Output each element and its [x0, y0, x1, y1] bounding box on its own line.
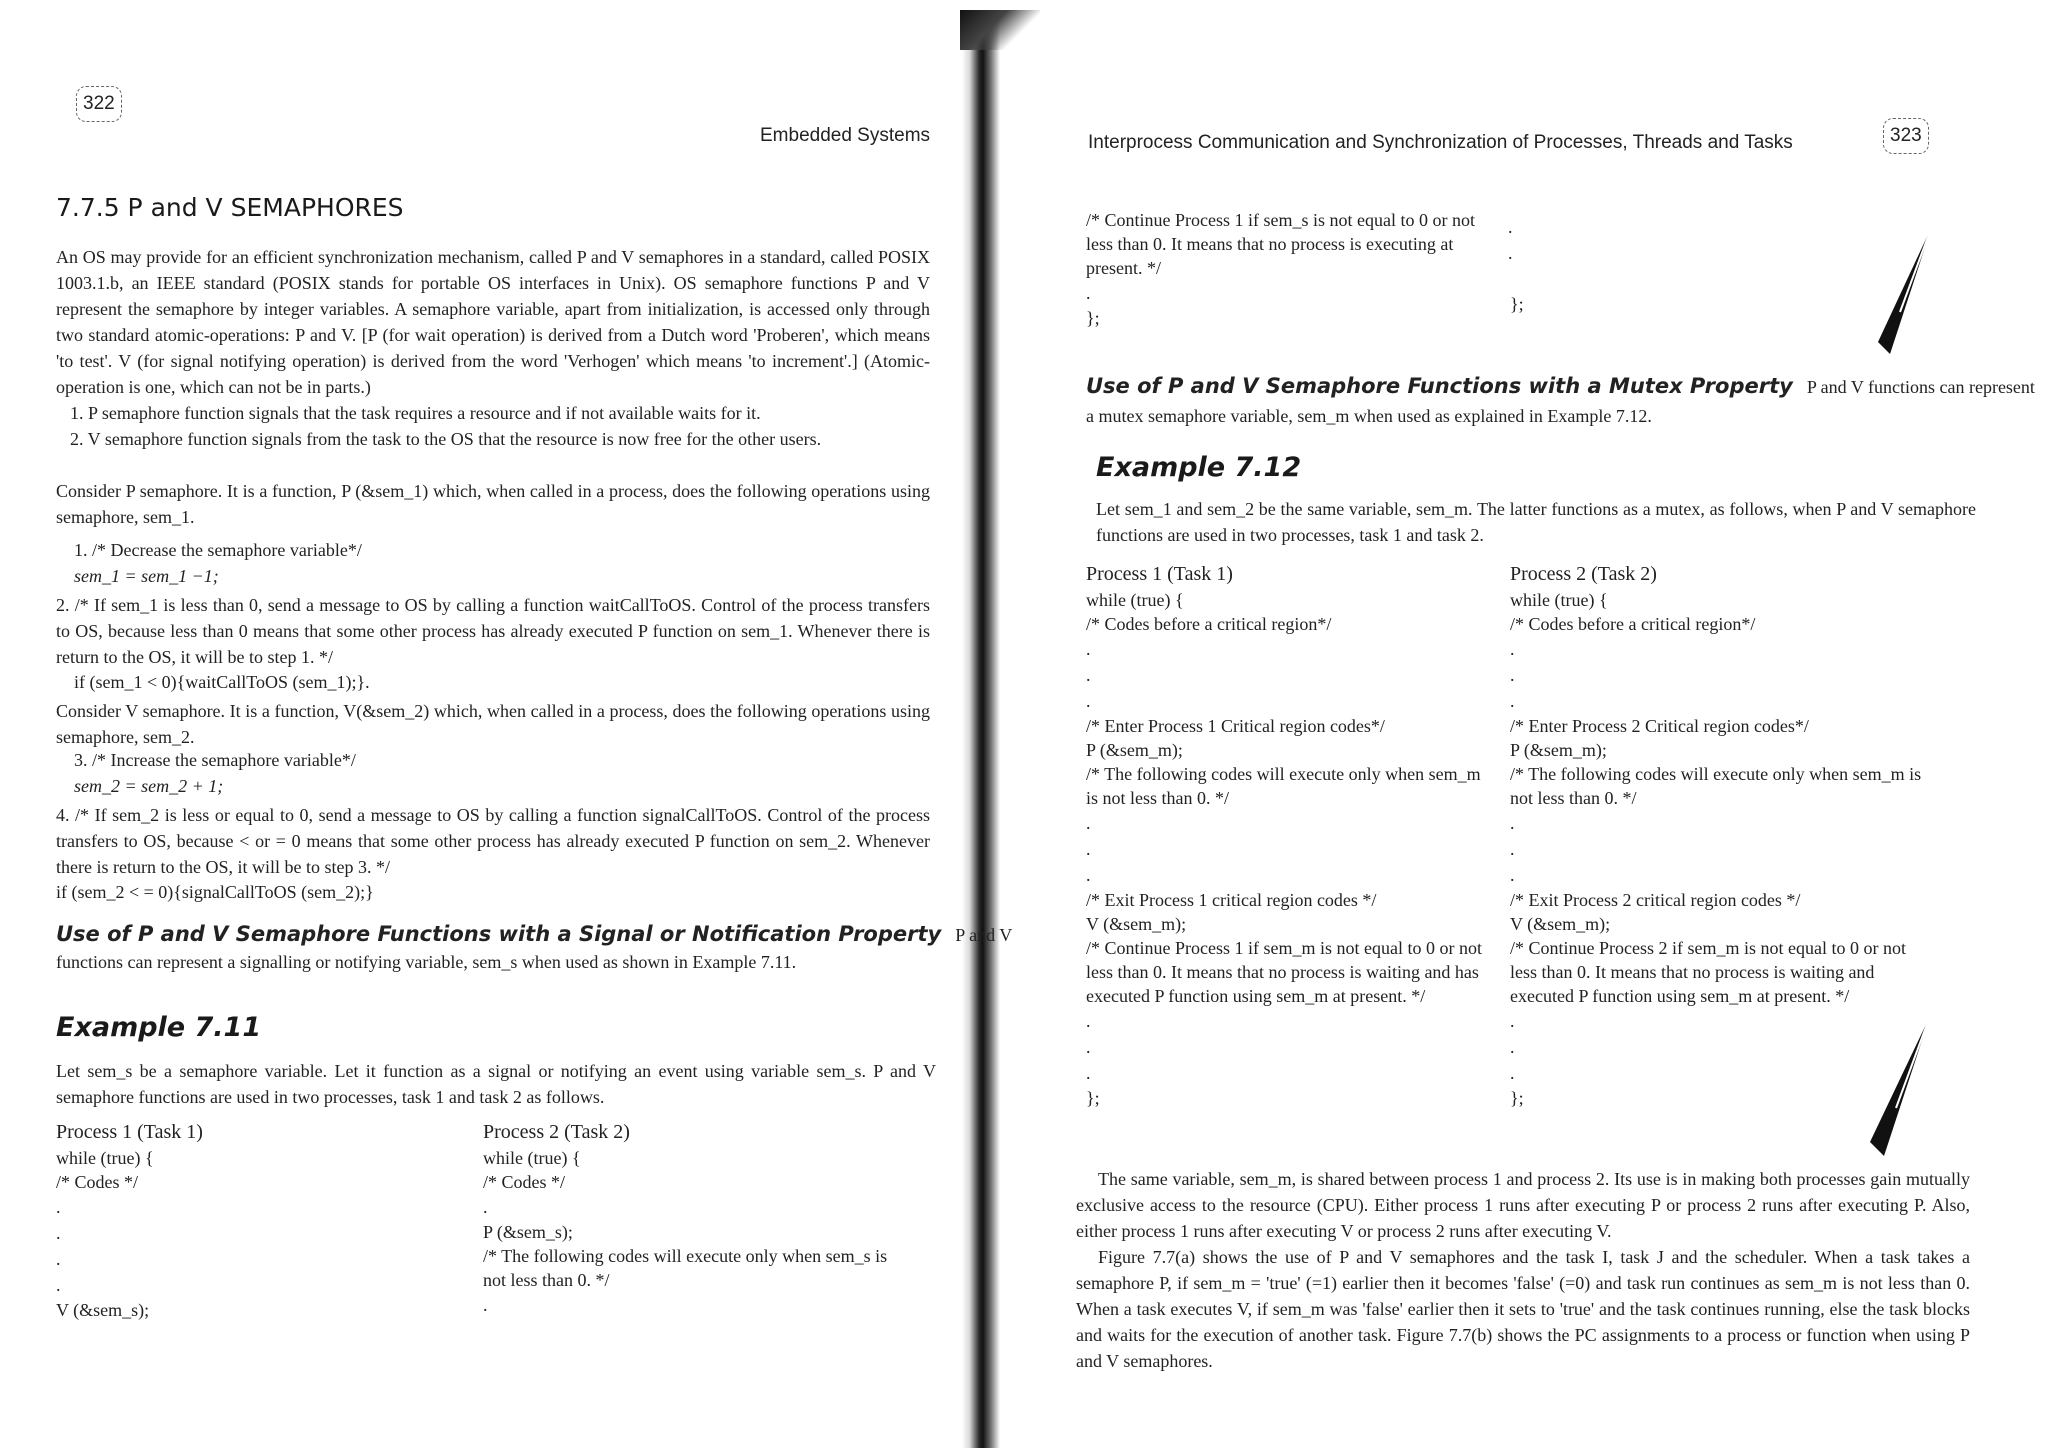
process1-column	[56, 1118, 436, 1322]
mutex-heading-text: Use of P and V Semaphore Functions with a Mutex Property	[1086, 374, 1793, 398]
continuation-block	[1086, 208, 1496, 330]
pen-stroke-mark	[1860, 222, 1940, 362]
ellipsis-dot: .	[1086, 639, 1091, 659]
pen-stroke-mark	[1850, 1012, 1940, 1162]
code-comment: /* Continue Process 1 if sem_s is not equal to 0 or not less than 0. It means that no process is executing at present. */	[1086, 210, 1475, 278]
ellipsis-dot: .	[1508, 217, 1513, 237]
ellipsis-dot: .	[1086, 813, 1091, 833]
consider-v-paragraph: Consider V semaphore. It is a function, V(&sem_2) which, when called in a process, does the following operations using semaphore, sem_2.	[56, 701, 930, 747]
ellipsis-dot: .	[483, 1295, 488, 1315]
mutex-paragraph: a mutex semaphore variable, sem_m when used as explained in Example 7.12.	[1086, 406, 1652, 426]
step1-code: sem_1 = sem_1 −1;	[74, 566, 219, 586]
ellipsis-dot: .	[1510, 639, 1515, 659]
code-comment: /* Continue Process 2 if sem_m is not equal to 0 or not less than 0. It means that no process is waiting and executed P function using sem_m at present. */	[1510, 938, 1906, 1006]
step4-paragraph: 4. /* If sem_2 is less or equal to 0, send a message to OS by calling a function signalCallToOS. Control of the process transfers to OS, because < or = 0 means that some other process has already executed P function on sem_2. Whenever there is return to the OS, it will be to step 3. */	[56, 805, 930, 877]
step4-code: if (sem_2 < = 0){signalCallToOS (sem_2);}	[56, 882, 374, 902]
signal-heading	[56, 922, 1013, 946]
p-call: P (&sem_m);	[1086, 740, 1183, 760]
left-page	[0, 0, 1013, 1448]
ellipsis-dot: .	[1510, 1011, 1515, 1031]
process2-column	[483, 1118, 903, 1318]
code-comment: /* Codes before a critical region*/	[1510, 614, 1756, 634]
example-title: Example 7.12	[1096, 452, 1302, 483]
ellipsis-dot: .	[1510, 813, 1515, 833]
ellipsis-dot: .	[1510, 865, 1515, 885]
mutex-heading	[1086, 374, 2036, 398]
ellipsis-dot: .	[1086, 665, 1091, 685]
v-call: V (&sem_m);	[1086, 914, 1187, 934]
ellipsis-dot: .	[1086, 283, 1091, 303]
page-number: 323	[1883, 118, 1929, 154]
section-title: 7.7.5 P and V SEMAPHORES	[56, 193, 404, 222]
step3-code: sem_2 = sem_2 + 1;	[74, 776, 224, 796]
signal-heading-tail: P and V	[955, 925, 1013, 945]
closing-brace: };	[1086, 308, 1100, 328]
p-call: P (&sem_s);	[483, 1222, 573, 1242]
list-item: 1. P semaphore function signals that the task requires a resource and if not available waits for it.	[70, 403, 761, 423]
code-comment: /* Continue Process 1 if sem_m is not equal to 0 or not less than 0. It means that no process is waiting and has executed P function using sem_m at present. */	[1086, 938, 1482, 1006]
ellipsis-dot: .	[56, 1197, 61, 1217]
ellipsis-dot: .	[1510, 665, 1515, 685]
step2-paragraph: 2. /* If sem_1 is less than 0, send a message to OS by calling a function waitCallToOS. Control of the process transfers to OS, because less than 0 means that some other process has already executed P function on sem_1. Whenever there is return to the OS, it will be to step 1. */	[56, 595, 930, 667]
code-comment: /* The following codes will execute only when sem_m is not less than 0. */	[1510, 764, 1922, 808]
ellipsis-dot: .	[56, 1249, 61, 1269]
ellipsis-dot: .	[1086, 839, 1091, 859]
code-comment: /* Enter Process 2 Critical region codes*/	[1510, 716, 1809, 736]
closing-brace: };	[1510, 294, 1524, 314]
example-paragraph: Let sem_s be a semaphore variable. Let it function as a signal or notifying an event using variable sem_s. P and V semaphore functions are used in two processes, task 1 and task 2 as follows.	[56, 1061, 936, 1107]
closing-paragraph: Figure 7.7(a) shows the use of P and V semaphores and the task I, task J and the scheduler. When a task takes a semaphore P, if sem_m = 'true' (=1) earlier then it becomes 'false' (=0) and task run continues as sem_m is not less than 0. When a task executes V, if sem_m was 'false' earlier then it sets to 'true' and the task continues running, else the task blocks and waits for the execution of another task. Figure 7.7(b) shows the PC assignments to a process or function when using P and V semaphores.	[1076, 1247, 1970, 1371]
book-gutter	[962, 10, 1000, 1448]
ellipsis-dot: .	[1510, 691, 1515, 711]
ellipsis-dot: .	[1086, 865, 1091, 885]
code-comment: /* Codes */	[483, 1172, 566, 1192]
v-call: V (&sem_m);	[1510, 914, 1611, 934]
step3-comment: 3. /* Increase the semaphore variable*/	[74, 750, 356, 770]
v-call: V (&sem_s);	[56, 1300, 150, 1320]
ellipsis-dot: .	[1086, 691, 1091, 711]
code-comment: /* Codes before a critical region*/	[1086, 614, 1332, 634]
ellipsis-dot: .	[1510, 839, 1515, 859]
example-paragraph: Let sem_1 and sem_2 be the same variable, sem_m. The latter functions as a mutex, as follows, when P and V semaphore functions are used in two processes, task 1 and task 2.	[1096, 499, 1976, 545]
closing-brace: };	[1086, 1088, 1100, 1108]
process-title: Process 2 (Task 2)	[1510, 563, 1657, 585]
step2-code: if (sem_1 < 0){waitCallToOS (sem_1);}.	[74, 672, 370, 692]
process1-column	[1086, 560, 1486, 1110]
mutex-heading-tail: P and V functions can represent	[1806, 377, 2035, 397]
signal-paragraph: functions can represent a signalling or notifying variable, sem_s when used as shown in Example 7.11.	[56, 952, 797, 972]
code-line: while (true) {	[56, 1148, 154, 1168]
code-comment: /* Codes */	[56, 1172, 139, 1192]
signal-heading-text: Use of P and V Semaphore Functions with a Signal or Notification Property	[56, 922, 942, 946]
ellipsis-dot: .	[1510, 1063, 1515, 1083]
ellipsis-dot: .	[483, 1197, 488, 1217]
ellipsis-dot: .	[1508, 243, 1513, 263]
process-title: Process 2 (Task 2)	[483, 1121, 630, 1143]
running-head: Embedded Systems	[760, 125, 931, 146]
ellipsis-dot: .	[1510, 1037, 1515, 1057]
step1-comment: 1. /* Decrease the semaphore variable*/	[74, 540, 362, 560]
ellipsis-dot: .	[1086, 1037, 1091, 1057]
process-title: Process 1 (Task 1)	[56, 1121, 203, 1143]
code-comment: /* The following codes will execute only when sem_m is not less than 0. */	[1086, 764, 1481, 808]
code-line: while (true) {	[483, 1148, 581, 1168]
process-title: Process 1 (Task 1)	[1086, 563, 1233, 585]
code-line: while (true) {	[1510, 590, 1608, 610]
list-item: 2. V semaphore function signals from the task to the OS that the resource is now free for the other users.	[70, 429, 822, 449]
ellipsis-dot: .	[56, 1275, 61, 1295]
continuation-dots	[1508, 214, 1548, 266]
page-number: 322	[76, 86, 122, 122]
code-comment: /* The following codes will execute only when sem_s is not less than 0. */	[483, 1246, 888, 1290]
intro-paragraph: An OS may provide for an efficient synchronization mechanism, called P and V semaphores in a standard, called POSIX 1003.1.b, an IEEE standard (POSIX stands for portable OS interfaces in Unix). OS semaphore functions P and V represent the semaphore by integer variables. A semaphore variable, apart from initialization, is accessed only through two standard atomic-operations: P and V. [P (for wait operation) is derived from a Dutch word 'Proberen', which means 'to test'. V (for signal notifying operation) is derived from the word 'Verhogen' which means 'to increment'.] (Atomic-operation is one, which can not be in parts.)	[56, 247, 930, 397]
code-comment: /* Enter Process 1 Critical region codes*/	[1086, 716, 1385, 736]
code-comment: /* Exit Process 1 critical region codes */	[1086, 890, 1377, 910]
consider-p-paragraph: Consider P semaphore. It is a function, P (&sem_1) which, when called in a process, does the following operations using semaphore, sem_1.	[56, 481, 930, 527]
closing-paragraph: The same variable, sem_m, is shared between process 1 and process 2. Its use is in making both processes gain mutually exclusive access to the resource (CPU). Either process 1 runs after executing P or process 2 runs after executing P. Also, either process 1 runs after executing V or process 2 runs after executing V.	[1076, 1169, 1970, 1241]
example-title: Example 7.11	[56, 1012, 262, 1043]
running-head: Interprocess Communication and Synchronization of Processes, Threads and Tasks	[1088, 132, 1793, 153]
closing-brace: };	[1510, 1088, 1524, 1108]
ellipsis-dot: .	[56, 1223, 61, 1243]
ellipsis-dot: .	[1086, 1011, 1091, 1031]
code-line: while (true) {	[1086, 590, 1184, 610]
right-page	[1000, 0, 2048, 1448]
code-comment: /* Exit Process 2 critical region codes */	[1510, 890, 1801, 910]
ellipsis-dot: .	[1086, 1063, 1091, 1083]
p-call: P (&sem_m);	[1510, 740, 1607, 760]
